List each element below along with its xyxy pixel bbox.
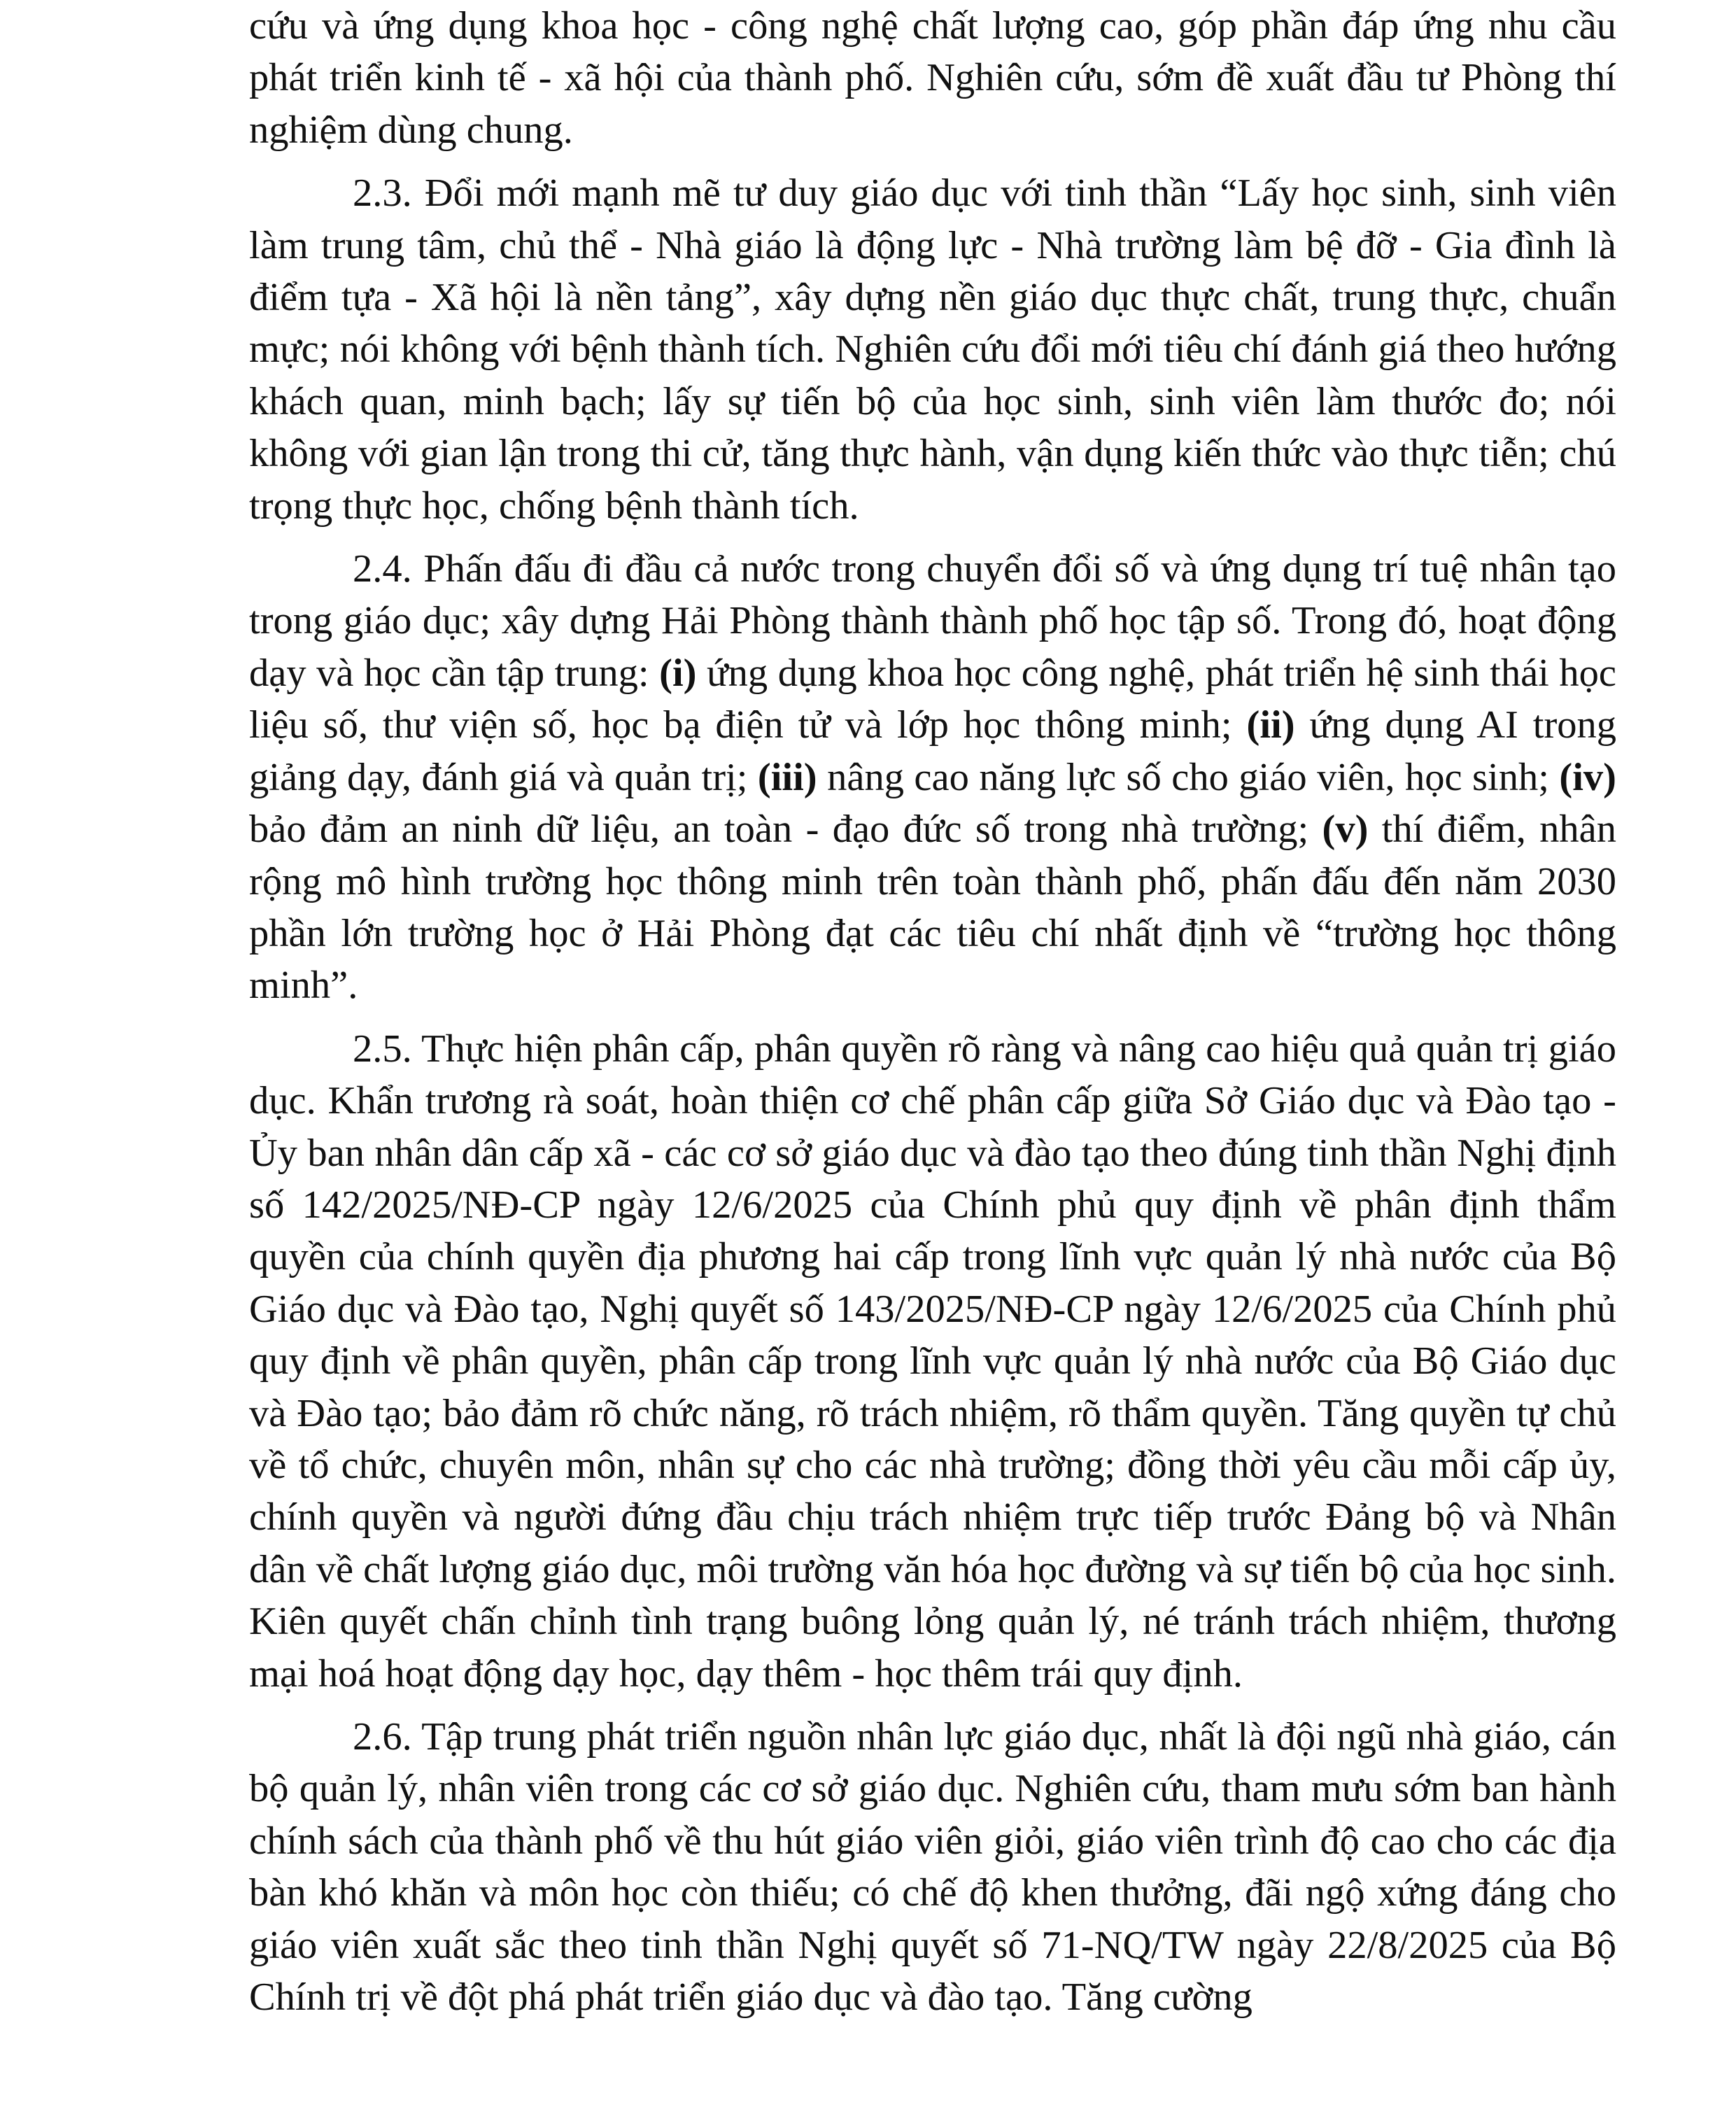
list-marker-v: (v) (1322, 808, 1369, 852)
paragraph-continuation: cứu và ứng dụng khoa học - công nghệ chất lượng cao, góp phần đáp ứng nhu cầu phát triển kinh tế - xã hội của thành phố. Nghiên cứu, sớm đề xuất đầu tư Phòng thí nghiệm dùng chung. (249, 4, 1616, 152)
paragraph-2-3: 2.3. Đổi mới mạnh mẽ tư duy giáo dục với tinh thần “Lấy học sinh, sinh viên làm trung tâm, chủ thể - Nhà giáo là động lực - Nhà trường làm bệ đỡ - Gia đình là điểm tựa - Xã hội là nền tảng”, xây dựng nền giáo dục thực chất, trung thực, chuẩn mực; nói không với bệnh thành tích. Nghiên cứu đổi mới tiêu chí đánh giá theo hướng khách quan, minh bạch; lấy sự tiến bộ của học sinh, sinh viên làm thước đo; nói không với gian lận trong thi cử, tăng thực hành, vận dụng kiến thức vào thực tiễn; chú trọng thực học, chống bệnh thành tích. (249, 171, 1616, 528)
list-marker-ii: (ii) (1246, 703, 1295, 747)
list-text-iii: nâng cao năng lực số cho giáo viên, học sinh; (817, 755, 1560, 799)
list-text-v: thí điểm, nhân rộng mô hình trường học thông minh trên toàn thành phố, phấn đấu đến năm 2030 phần lớn trường học ở Hải Phòng đạt các tiêu chí nhất định về “trường học thông minh”. (249, 808, 1616, 1008)
list-marker-i: (i) (659, 651, 697, 695)
list-marker-iii: (iii) (757, 755, 817, 799)
list-text-iv: bảo đảm an ninh dữ liệu, an toàn - đạo đức số trong nhà trường; (249, 808, 1322, 852)
paragraph-2-4-intro: 2.4. Phấn đấu đi đầu cả nước trong chuyển đổi số và ứng dụng trí tuệ nhân tạo trong giáo dục; xây dựng Hải Phòng thành thành phố học tập số. Trong đó, hoạt động dạy và học cần tập trung: (249, 547, 1616, 695)
paragraph-2-6: 2.6. Tập trung phát triển nguồn nhân lực giáo dục, nhất là đội ngũ nhà giáo, cán bộ quản lý, nhân viên trong các cơ sở giáo dục. Nghiên cứu, tham mưu sớm ban hành chính sách của thành phố về thu hút giáo viên giỏi, giáo viên trình độ cao cho các địa bàn khó khăn và môn học còn thiếu; có chế độ khen thưởng, đãi ngộ xứng đáng cho giáo viên xuất sắc theo tinh thần Nghị quyết số 71-NQ/TW ngày 22/8/2025 của Bộ Chính trị về đột phá phát triển giáo dục và đào tạo. Tăng cường (249, 1715, 1616, 2020)
list-text-ii: ứng dụng AI trong giảng dạy, đánh giá và quản trị; (249, 703, 1617, 799)
paragraph-2-4 (249, 543, 1616, 1012)
list-marker-iv: (iv) (1559, 755, 1616, 799)
paragraph-2-5: 2.5. Thực hiện phân cấp, phân quyền rõ ràng và nâng cao hiệu quả quản trị giáo dục. Khẩn trương rà soát, hoàn thiện cơ chế phân cấp giữa Sở Giáo dục và Đào tạo - Ủy ban nhân dân cấp xã - các cơ sở giáo dục và đào tạo theo đúng tinh thần Nghị định số 142/2025/NĐ-CP ngày 12/6/2025 của Chính phủ quy định về phân định thẩm quyền của chính quyền địa phương hai cấp trong lĩnh vực quản lý nhà nước của Bộ Giáo dục và Đào tạo, Nghị quyết số 143/2025/NĐ-CP ngày 12/6/2025 của Chính phủ quy định về phân quyền, phân cấp trong lĩnh vực quản lý nhà nước của Bộ Giáo dục và Đào tạo; bảo đảm rõ chức năng, rõ trách nhiệm, rõ thẩm quyền. Tăng quyền tự chủ về tổ chức, chuyên môn, nhân sự cho các nhà trường; đồng thời yêu cầu mỗi cấp ủy, chính quyền và người đứng đầu chịu trách nhiệm trực tiếp trước Đảng bộ và Nhân dân về chất lượng giáo dục, môi trường văn hóa học đường và sự tiến bộ của học sinh. Kiên quyết chấn chỉnh tình trạng buông lỏng quản lý, né tránh trách nhiệm, thương mại hoá hoạt động dạy học, dạy thêm - học thêm trái quy định. (249, 1027, 1616, 1696)
document-page (249, 0, 1616, 2023)
list-text-i: ứng dụng khoa học công nghệ, phát triển hệ sinh thái học liệu số, thư viện số, học bạ điện tử và lớp học thông minh; (249, 651, 1617, 747)
